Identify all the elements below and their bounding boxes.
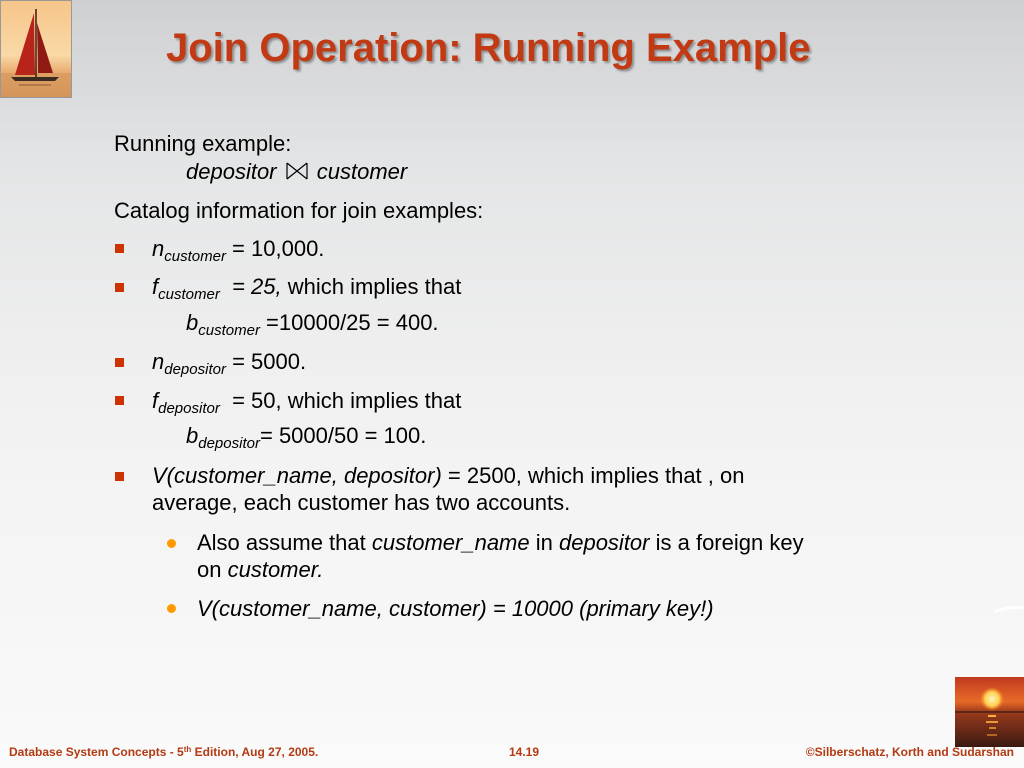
sub-bullet-foreign-key-line2 [197,557,323,583]
bullet-b-depositor [186,423,427,452]
value-text: =10000/25 = 400. [259,310,439,335]
sunset-image [955,677,1024,747]
v-function: V(customer_name, depositor) [152,463,442,488]
sub-bullet-foreign-key [197,530,804,556]
value-text: = 5000. [225,349,307,374]
square-bullet-icon [115,396,124,405]
text: on [197,557,228,582]
catalog-label: Catalog information for join examples: [114,198,484,223]
text: in [529,530,559,555]
value-text: = 50, which implies that [219,388,462,413]
subscript: customer [158,286,220,303]
text: is a foreign key [649,530,804,555]
footer-text: Edition, Aug 27, 2005. [191,745,319,759]
bullet-f-customer [152,274,462,303]
subscript: customer [198,322,260,339]
attribute-name: customer_name [371,530,530,555]
bullet-v-depositor [152,463,744,489]
slide-number: 14.19 [509,745,540,759]
natural-join-symbol-icon [285,160,309,188]
value-text: 5000/50 = 100. [278,423,427,448]
value-eq: = [259,423,279,448]
subscript: depositor [164,361,226,378]
join-expression [186,159,407,188]
value-text: = 2500, which implies that , on [441,463,745,488]
depositor-relation: depositor [186,159,277,184]
variable: f [152,274,159,299]
square-bullet-icon [115,358,124,367]
swoosh-decoration-icon [994,600,1024,620]
text: Also assume that [197,530,372,555]
variable: n [152,349,165,374]
variable: b [186,423,199,448]
relation-name: depositor [558,530,650,555]
slide-title: Join Operation: Running Example [166,26,811,70]
bullet-n-customer [152,236,325,265]
round-bullet-icon [167,539,176,548]
footer-course-info [9,745,318,759]
value-text: = 10,000. [225,236,325,261]
customer-relation: customer [316,159,408,184]
subscript: customer [164,248,226,265]
round-bullet-icon [167,604,176,613]
running-example-label: Running example: [114,131,292,156]
bullet-v-depositor-line2: average, each customer has two accounts. [152,490,571,515]
relation-name: customer. [227,557,324,582]
variable: f [152,388,159,413]
footer-superscript: th [183,745,192,754]
value-text: which implies that [281,274,462,299]
bullet-n-depositor [152,349,307,378]
square-bullet-icon [115,283,124,292]
bullet-b-customer [186,310,439,339]
subscript: depositor [158,400,220,417]
variable: b [186,310,199,335]
footer-text: Database System Concepts - 5 [9,745,184,759]
subscript: depositor [198,435,260,452]
variable: n [152,236,165,261]
square-bullet-icon [115,472,124,481]
footer-copyright: ©Silberschatz, Korth and Sudarshan [805,745,1014,759]
sub-bullet-primary-key: V(customer_name, customer) = 10000 (primary key!) [197,596,714,621]
value-eq: = 25, [219,274,282,299]
square-bullet-icon [115,244,124,253]
bullet-f-depositor [152,388,462,417]
